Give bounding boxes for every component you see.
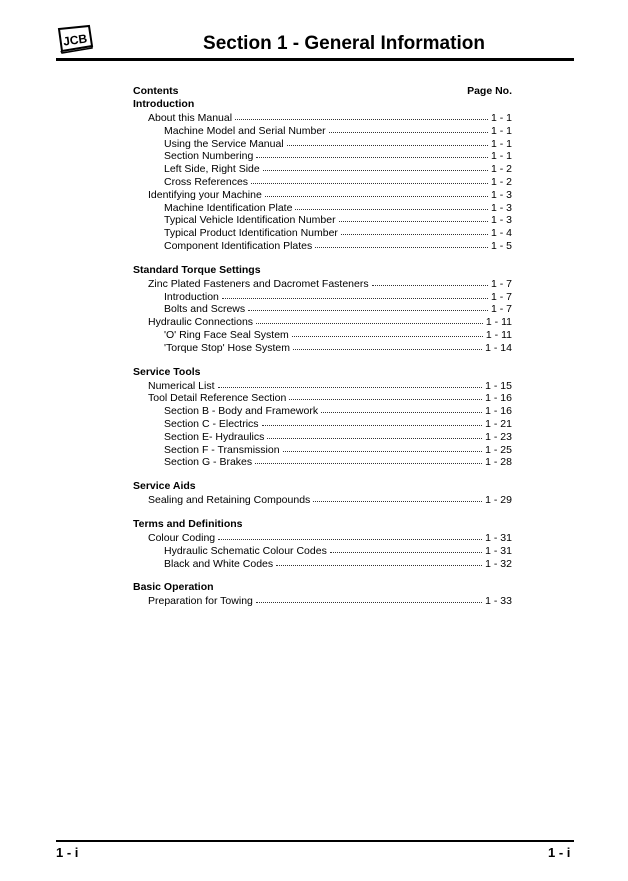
toc-entry[interactable] bbox=[133, 430, 512, 443]
toc-entry[interactable] bbox=[133, 443, 512, 456]
toc-group bbox=[133, 366, 512, 469]
footer-page-number-right: 1 - i bbox=[548, 845, 571, 860]
toc-entry[interactable] bbox=[133, 302, 512, 315]
dot-leader bbox=[313, 493, 482, 503]
dot-leader bbox=[218, 531, 482, 541]
dot-leader bbox=[222, 290, 488, 300]
toc-entry-label: Section C - Electrics bbox=[164, 417, 259, 430]
toc-entry-label: Hydraulic Schematic Colour Codes bbox=[164, 544, 327, 557]
toc-entry-page: 1 - 3 bbox=[490, 188, 512, 201]
toc-entry-label: Typical Product Identification Number bbox=[164, 227, 338, 240]
toc-entry[interactable] bbox=[133, 315, 512, 328]
toc-entry[interactable] bbox=[133, 493, 512, 506]
group-spacer bbox=[133, 252, 512, 264]
toc-entry-page: 1 - 1 bbox=[490, 124, 512, 137]
dot-leader bbox=[295, 201, 488, 211]
toc-entry-page: 1 - 32 bbox=[485, 557, 512, 570]
toc-entry-page: 1 - 7 bbox=[490, 277, 512, 290]
toc-entry-label: Machine Model and Serial Number bbox=[164, 124, 326, 137]
toc-entry[interactable] bbox=[133, 455, 512, 468]
dot-leader bbox=[283, 443, 483, 453]
table-of-contents bbox=[133, 84, 512, 607]
toc-entry-label: Section E- Hydraulics bbox=[164, 430, 265, 443]
toc-entry-label: Section F - Transmission bbox=[164, 443, 280, 456]
dot-leader bbox=[289, 391, 482, 401]
toc-entry-label: Typical Vehicle Identification Number bbox=[164, 214, 336, 227]
toc-entry-label: Section B - Body and Framework bbox=[164, 405, 319, 418]
group-spacer bbox=[133, 569, 512, 581]
toc-entry-label: Tool Detail Reference Section bbox=[148, 392, 287, 405]
dot-leader bbox=[315, 239, 488, 249]
toc-group bbox=[133, 581, 512, 607]
toc-entry-page: 1 - 2 bbox=[490, 175, 512, 188]
dot-leader bbox=[276, 557, 482, 567]
toc-entry-page: 1 - 21 bbox=[485, 417, 512, 430]
toc-entry-label: Bolts and Screws bbox=[164, 303, 246, 316]
toc-group bbox=[133, 480, 512, 506]
dot-leader bbox=[339, 213, 488, 223]
toc-entry-page: 1 - 7 bbox=[490, 303, 512, 316]
dot-leader bbox=[292, 328, 483, 338]
toc-group bbox=[133, 518, 512, 569]
toc-entry[interactable] bbox=[133, 379, 512, 392]
toc-entry[interactable] bbox=[133, 328, 512, 341]
toc-group-title: Service Tools bbox=[133, 365, 201, 378]
toc-entry-page: 1 - 29 bbox=[485, 494, 512, 507]
toc-entry[interactable] bbox=[133, 188, 512, 201]
dot-leader bbox=[256, 149, 488, 159]
dot-leader bbox=[372, 277, 488, 287]
toc-entry-page: 1 - 33 bbox=[485, 595, 512, 608]
toc-entry-label: Section Numbering bbox=[164, 150, 254, 163]
toc-header bbox=[133, 84, 512, 98]
toc-entry[interactable] bbox=[133, 239, 512, 252]
toc-entry-page: 1 - 11 bbox=[485, 328, 512, 341]
page-no-label: Page No. bbox=[467, 85, 512, 97]
toc-entry[interactable] bbox=[133, 201, 512, 214]
toc-entry-label: Zinc Plated Fasteners and Dacromet Fasteners bbox=[148, 277, 369, 290]
toc-entry-page: 1 - 11 bbox=[485, 316, 512, 329]
dot-leader bbox=[321, 404, 482, 414]
toc-entry[interactable] bbox=[133, 277, 512, 290]
dot-leader bbox=[248, 302, 488, 312]
dot-leader bbox=[255, 455, 482, 465]
toc-entry-page: 1 - 4 bbox=[490, 227, 512, 240]
toc-entry[interactable] bbox=[133, 341, 512, 354]
toc-entry[interactable] bbox=[133, 175, 512, 188]
header-rule bbox=[56, 58, 574, 61]
toc-entry-page: 1 - 1 bbox=[490, 112, 512, 124]
dot-leader bbox=[263, 162, 488, 172]
group-spacer bbox=[133, 468, 512, 480]
toc-entry[interactable] bbox=[133, 417, 512, 430]
toc-entry[interactable] bbox=[133, 226, 512, 239]
dot-leader bbox=[330, 544, 482, 554]
dot-leader bbox=[218, 379, 483, 389]
toc-group-title: Introduction bbox=[133, 98, 195, 110]
toc-entry-label: Black and White Codes bbox=[164, 557, 274, 570]
svg-text:JCB: JCB bbox=[62, 31, 89, 49]
toc-entry-page: 1 - 5 bbox=[490, 239, 512, 252]
toc-entry-page: 1 - 1 bbox=[490, 150, 512, 163]
toc-entry-label: Using the Service Manual bbox=[164, 137, 284, 150]
toc-entry-label: About this Manual bbox=[148, 112, 233, 124]
dot-leader bbox=[287, 137, 488, 147]
toc-entry-label: Machine Identification Plate bbox=[164, 201, 293, 214]
dot-leader bbox=[256, 594, 482, 604]
toc-entry[interactable] bbox=[133, 290, 512, 303]
toc-groups bbox=[133, 98, 512, 607]
toc-entry-label: Identifying your Machine bbox=[148, 188, 262, 201]
toc-entry-label: 'O' Ring Face Seal System bbox=[164, 328, 289, 341]
toc-entry[interactable] bbox=[133, 557, 512, 570]
toc-entry[interactable] bbox=[133, 124, 512, 137]
toc-entry[interactable] bbox=[133, 594, 512, 607]
toc-entry-page: 1 - 14 bbox=[485, 341, 512, 354]
toc-entry-label: Colour Coding bbox=[148, 531, 216, 544]
page-title: Section 1 - General Information bbox=[203, 33, 485, 54]
footer-rule bbox=[56, 840, 574, 842]
toc-entry-label: Introduction bbox=[164, 290, 219, 303]
toc-entry[interactable] bbox=[133, 111, 512, 124]
toc-entry[interactable] bbox=[133, 391, 512, 404]
toc-entry-label: Hydraulic Connections bbox=[148, 316, 254, 329]
toc-entry-page: 1 - 3 bbox=[490, 201, 512, 214]
toc-entry[interactable] bbox=[133, 544, 512, 557]
toc-entry-page: 1 - 7 bbox=[490, 290, 512, 303]
toc-entry[interactable] bbox=[133, 137, 512, 150]
dot-leader bbox=[267, 430, 482, 440]
toc-entry-page: 1 - 1 bbox=[490, 137, 512, 150]
toc-entry-page: 1 - 15 bbox=[485, 379, 512, 392]
contents-label: Contents bbox=[133, 85, 179, 97]
toc-entry-page: 1 - 31 bbox=[485, 531, 512, 544]
toc-entry-label: Preparation for Towing bbox=[148, 595, 253, 608]
toc-entry-page: 1 - 28 bbox=[485, 456, 512, 469]
toc-entry-label: Sealing and Retaining Compounds bbox=[148, 494, 311, 507]
toc-entry-label: Numerical List bbox=[148, 379, 215, 392]
group-spacer bbox=[133, 354, 512, 366]
toc-group bbox=[133, 98, 512, 252]
toc-entry-label: 'Torque Stop' Hose System bbox=[164, 341, 290, 354]
toc-entry[interactable] bbox=[133, 404, 512, 417]
toc-entry-label: Component Identification Plates bbox=[164, 239, 313, 252]
dot-leader bbox=[256, 315, 483, 325]
dot-leader bbox=[251, 175, 488, 185]
toc-group-title: Service Aids bbox=[133, 480, 196, 493]
dot-leader bbox=[265, 188, 488, 198]
footer-page-number-left: 1 - i bbox=[56, 845, 79, 860]
toc-entry-page: 1 - 16 bbox=[485, 405, 512, 418]
toc-entry-page: 1 - 16 bbox=[485, 392, 512, 405]
toc-group-title: Standard Torque Settings bbox=[133, 263, 261, 276]
toc-entry-page: 1 - 23 bbox=[485, 430, 512, 443]
toc-group-title: Basic Operation bbox=[133, 581, 214, 594]
toc-entry[interactable] bbox=[133, 149, 512, 162]
dot-leader bbox=[262, 417, 483, 427]
toc-group-title: Terms and Definitions bbox=[133, 517, 243, 530]
toc-entry[interactable] bbox=[133, 531, 512, 544]
toc-entry-page: 1 - 2 bbox=[490, 163, 512, 176]
toc-entry-label: Section G - Brakes bbox=[164, 456, 253, 469]
toc-entry[interactable] bbox=[133, 213, 512, 226]
toc-entry-page: 1 - 3 bbox=[490, 214, 512, 227]
dot-leader bbox=[293, 341, 482, 351]
dot-leader bbox=[329, 124, 488, 134]
group-spacer bbox=[133, 506, 512, 518]
toc-entry-page: 1 - 25 bbox=[485, 443, 512, 456]
toc-entry-page: 1 - 31 bbox=[485, 544, 512, 557]
toc-group bbox=[133, 264, 512, 354]
toc-entry-label: Left Side, Right Side bbox=[164, 163, 260, 176]
toc-entry-label: Cross References bbox=[164, 175, 249, 188]
toc-entry[interactable] bbox=[133, 162, 512, 175]
dot-leader bbox=[341, 226, 488, 236]
dot-leader bbox=[235, 111, 488, 121]
